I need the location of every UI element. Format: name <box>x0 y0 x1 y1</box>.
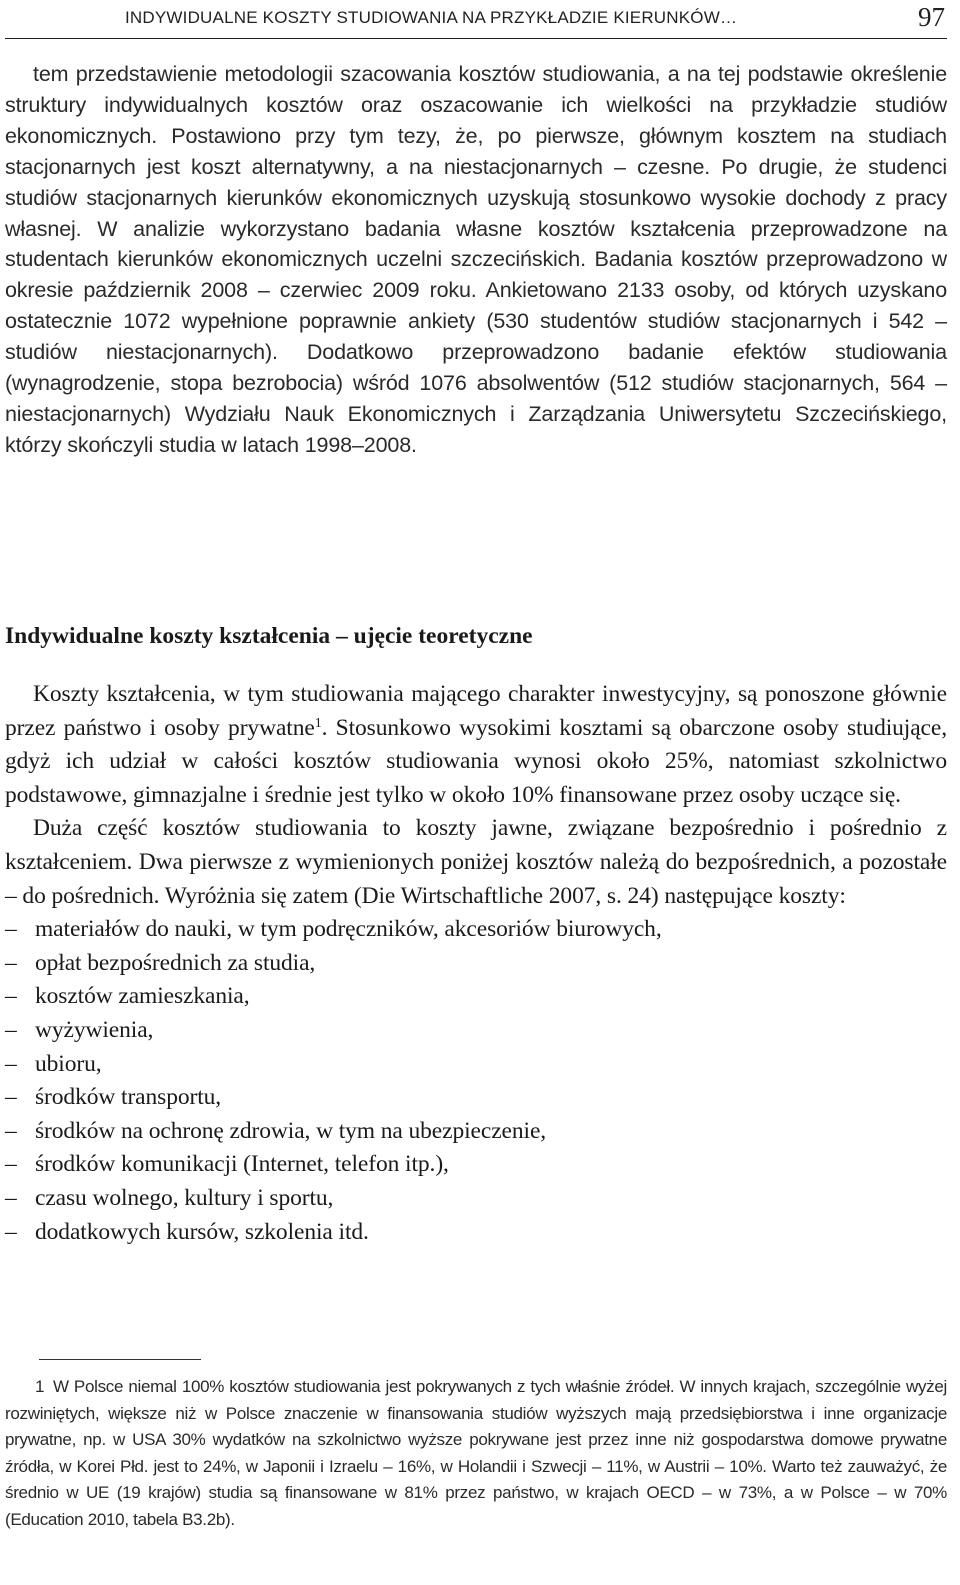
running-header <box>5 2 947 39</box>
section-body <box>5 678 947 1249</box>
body-paragraph-1 <box>5 678 947 812</box>
list-item-text: środków transportu, <box>35 1084 222 1111</box>
list-dash: – <box>5 1151 17 1178</box>
footnote-marker: 1 <box>35 1377 45 1396</box>
list-dash: – <box>5 1016 17 1043</box>
list-item-text: wyżywienia, <box>35 1016 154 1043</box>
list-dash: – <box>5 916 17 943</box>
footnote <box>5 1374 947 1534</box>
intro-paragraph: tem przedstawienie metodologii szacowania kosztów studiowania, a na tej podstawie określenie struktury indywidualnych kosztów oraz oszacowanie ich wielkości na przykładzie studiów ekonomicznych. Postawiono przy tym tezy, że, po pierwsze, głównym kosztem na studiach stacjonarnych jest koszt alternatywny, a na niestacjonarnych – czesne. Po drugie, że studenci studiów stacjonarnych kierunków ekonomicznych uzyskują stosunkowo wysokie dochody z pracy własnej. W analizie wykorzystano badania własne kosztów kształcenia przeprowadzone na studentach kierunków ekonomicznych uczelni szczecińskich. Badania kosztów przeprowadzono w okresie październik 2008 – czerwiec 2009 roku. Ankietowano 2133 osoby, od których uzyskano ostatecznie 1072 wypełnione poprawnie ankiety (530 studentów studiów stacjonarnych i 542 – studiów niestacjonarnych). Dodatkowo przeprowadzono badanie efektów studiowania (wynagrodzenie, stopa bezrobocia) wśród 1076 absolwentów (512 studiów stacjonarnych, 564 – niestacjonarnych) Wydziału Nauk Ekonomicznych i Zarządzania Uniwersytetu Szczecińskiego, którzy skończyli studia w latach 1998–2008. <box>5 62 947 457</box>
footnote-paragraph <box>5 1374 947 1534</box>
list-item <box>5 913 947 947</box>
list-item <box>5 1048 947 1082</box>
list-item-text: środków komunikacji (Internet, telefon itp.), <box>35 1151 449 1178</box>
list-item <box>5 1182 947 1216</box>
list-dash: – <box>5 949 17 976</box>
list-item-text: opłat bezpośrednich za studia, <box>35 949 316 976</box>
footnote-text: W Polsce niemal 100% kosztów studiowania jest pokrywanych z tych właśnie źródeł. W innych krajach, szczególnie wyżej rozwiniętych, większe niż w Polsce znaczenie w finansowania studiów wyższych mają przedsiębiorstwa i inne organizacje prywatne, np. w USA 30% wydatków na szkolnictwo wyższe pokrywane jest przez inne niż gospodarstwa domowe prywatne źródła, w Korei Płd. jest to 24%, w Japonii i Izraelu – 16%, w Holandii i Szwecji – 11%, w Austrii – 10%. Warto też zauważyć, że średnio w UE (19 krajów) studia są finansowane w 81% przez państwo, w krajach OECD – w 73%, a w Polsce – w 70% (Education 2010, tabela B3.2b). <box>5 1377 947 1529</box>
list-item <box>5 1216 947 1250</box>
list-dash: – <box>5 1184 17 1211</box>
list-item-text: materiałów do nauki, w tym podręczników, akcesoriów biurowych, <box>35 916 662 943</box>
list-item <box>5 1115 947 1149</box>
list-item <box>5 1014 947 1048</box>
running-title: INDYWIDUALNE KOSZTY STUDIOWANIA NA PRZYKŁADZIE KIERUNKÓW… <box>125 8 738 27</box>
section-heading: Indywidualne koszty kształcenia – ujęcie teoretyczne <box>5 623 533 649</box>
cost-list <box>5 913 947 1249</box>
list-dash: – <box>5 1084 17 1111</box>
list-dash: – <box>5 1050 17 1077</box>
list-item <box>5 947 947 981</box>
list-dash: – <box>5 1218 17 1245</box>
paragraph-1-text-b: . Stosunkowo wysokimi kosztami są obarczone osoby studiujące, gdyż ich udział w całości kosztów studiowania wynosi około 25%, natomiast szkolnictwo podstawowe, gimnazjalne i średnie jest tylko w około 10% finansowane przez osoby uczące się. <box>5 714 947 808</box>
list-item <box>5 1148 947 1182</box>
list-item-text: środków na ochronę zdrowia, w tym na ubezpieczenie, <box>35 1117 547 1144</box>
list-item <box>5 1081 947 1115</box>
paragraph-1-text-a: Koszty kształcenia, w tym studiowania mającego charakter inwestycyjny, są ponoszone głównie przez państwo i osoby prywatne <box>5 681 947 741</box>
list-item-text: dodatkowych kursów, szkolenia itd. <box>35 1218 369 1245</box>
page-number: 97 <box>918 2 945 32</box>
intro-section <box>5 59 947 461</box>
footnote-divider <box>39 1359 201 1360</box>
list-item-text: czasu wolnego, kultury i sportu, <box>35 1184 334 1211</box>
list-dash: – <box>5 1117 17 1144</box>
body-paragraph-2: Duża część kosztów studiowania to koszty jawne, związane bezpośrednio i pośrednio z kształceniem. Dwa pierwsze z wymienionych poniżej kosztów należą do bezpośrednich, a pozostałe – do pośrednich. Wyróżnia się zatem (Die Wirtschaftliche 2007, s. 24) następujące koszty: <box>5 815 947 909</box>
footnote-reference: 1 <box>314 715 322 731</box>
list-dash: – <box>5 983 17 1010</box>
list-item-text: ubioru, <box>35 1050 102 1077</box>
list-item <box>5 980 947 1014</box>
list-item-text: kosztów zamieszkania, <box>35 983 250 1010</box>
